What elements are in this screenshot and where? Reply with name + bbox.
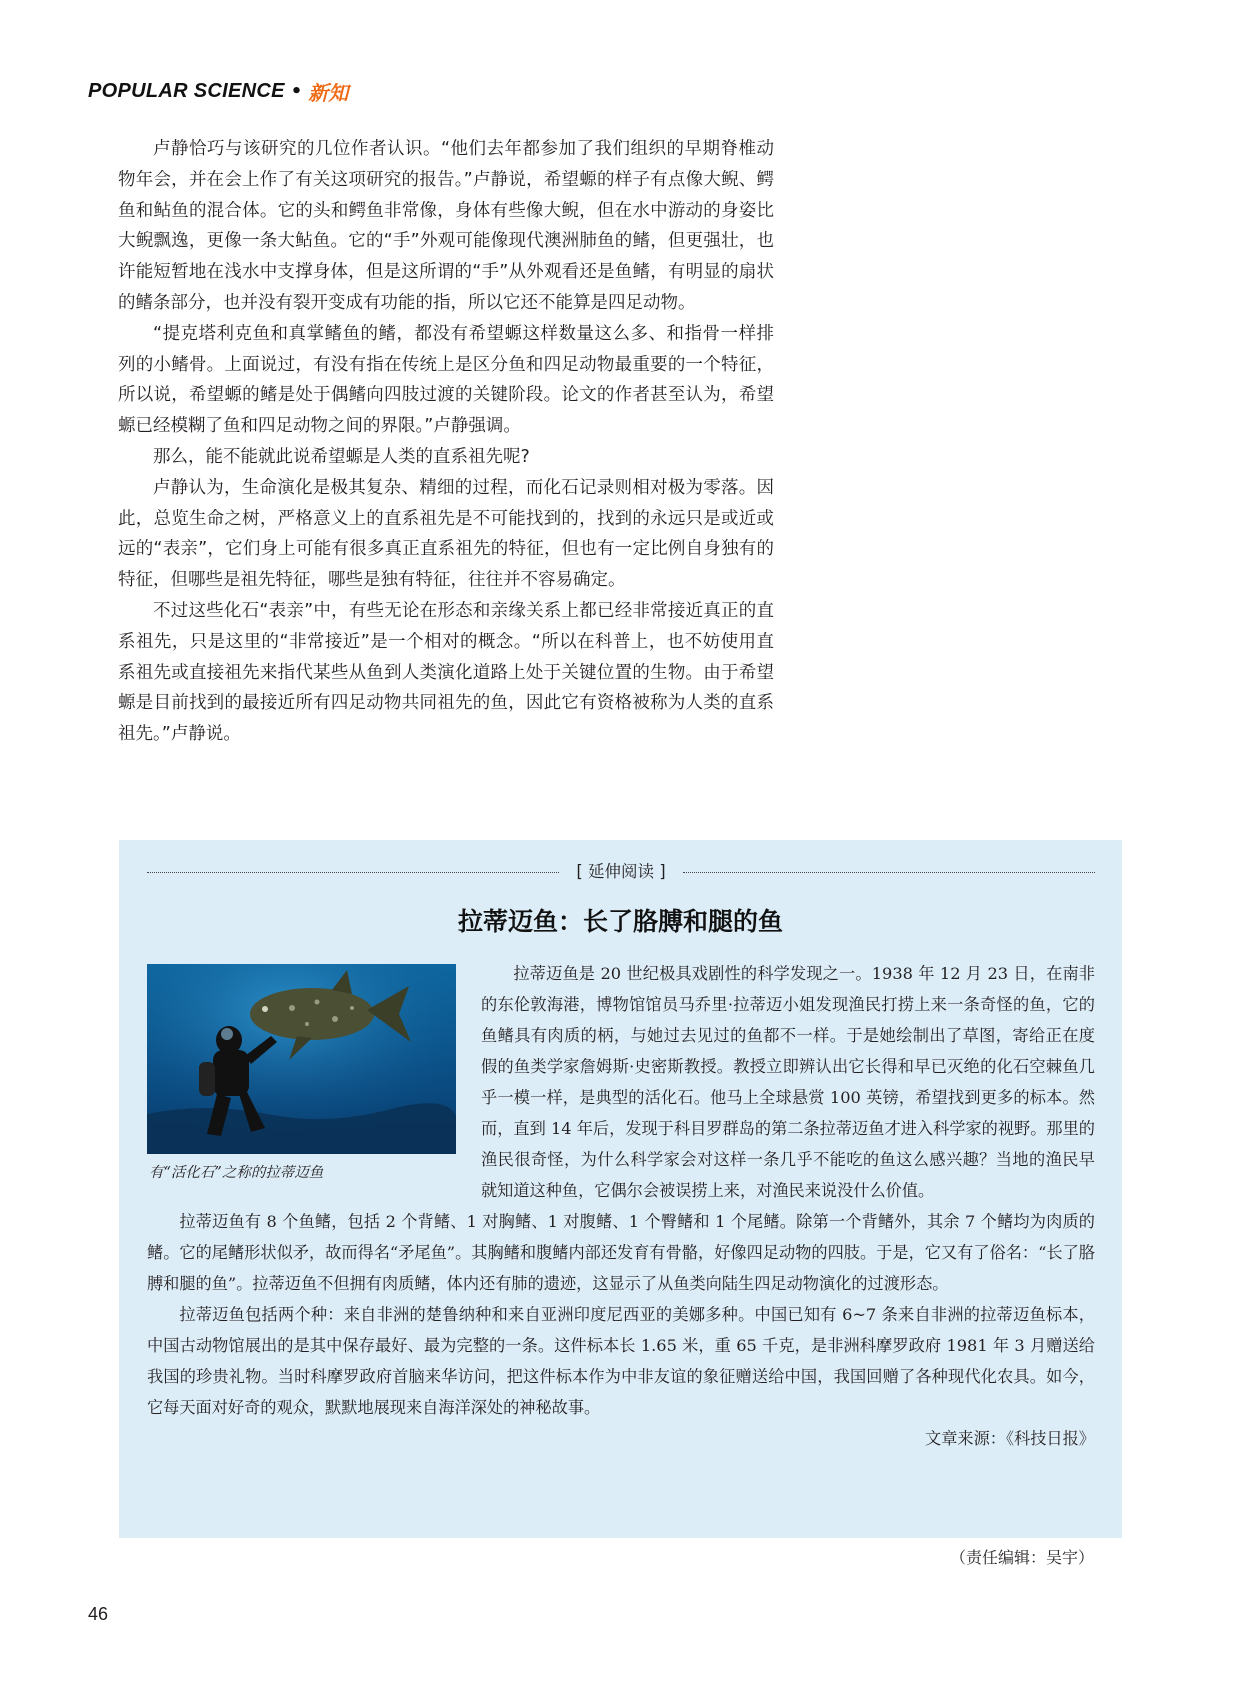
header-separator: • — [290, 80, 303, 102]
article-paragraph: 不过这些化石“表亲”中，有些无论在形态和亲缘关系上都已经非常接近真正的直系祖先，只是这里的“非常接近”是一个相对的概念。“所以在科普上，也不妨使用直系祖先或直接祖先来指代某些从鱼到人类演化道路上处于关键位置的生物。由于希望螈是目前找到的最接近所有四足动物共同祖先的鱼，因此它有资格被称为人类的直系祖先。”卢静说。 — [118, 600, 774, 745]
sidebar-paragraph: 拉蒂迈鱼包括两个种：来自非洲的楚鲁纳种和来自亚洲印度尼西亚的美娜多种。中国已知有 6~7 条来自非洲的拉蒂迈鱼标本，中国古动物馆展出的是其中保存最好、最为完整的一条。这件标本长 1.65 米，重 65 千克，是非洲科摩罗政府 1981 年 3 月赠送给我国的珍贵礼物。当时科摩罗政府首脑来华访问，把这件标本作为中非友谊的象征赠送给中国，我国回赠了各种现代化农具。如今，它每天面对好奇的观众，默默地展现来自海洋深处的神秘故事。 — [147, 1305, 1095, 1417]
photo-spacer — [147, 958, 481, 1206]
extended-reading-header — [147, 860, 1095, 884]
article-paragraph: 卢静认为，生命演化是极其复杂、精细的过程，而化石记录则相对极为零落。因此，总览生命之树，严格意义上的直系祖先是不可能找到的，找到的永远只是或近或远的“表亲”，它们身上可能有很多真正直系祖先的特征，但也有一定比例自身独有的特征，但哪些是祖先特征，哪些是独有特征，往往并不容易确定。 — [118, 477, 774, 591]
sidebar-body — [147, 958, 1095, 1454]
section-name: 新知 — [308, 80, 349, 105]
dotted-divider — [147, 872, 559, 873]
responsible-editor: （责任编辑：吴宇） — [949, 1548, 1094, 1567]
page-header — [88, 76, 348, 106]
sidebar-title: 拉蒂迈鱼：长了胳膊和腿的鱼 — [457, 907, 783, 936]
photo-caption: 有“活化石”之称的拉蒂迈鱼 — [149, 1165, 324, 1181]
extended-reading-label: [ 延伸阅读 ] — [576, 862, 666, 881]
magazine-brand: POPULAR SCIENCE — [88, 79, 285, 102]
article-body — [118, 134, 774, 750]
sidebar-paragraph: 拉蒂迈鱼是 20 世纪极具戏剧性的科学发现之一。1938 年 12 月 23 日，在南非的东伦敦海港，博物馆馆员马乔里·拉蒂迈小姐发现渔民打捞上来一条奇怪的鱼，它的鱼鳍具有肉质的柄，与她过去见过的鱼都不一样。于是她绘制出了草图，寄给正在度假的鱼类学家詹姆斯·史密斯教授。教授立即辨认出它长得和早已灭绝的化石空棘鱼几乎一模一样，是典型的活化石。他马上全球悬赏 100 英镑，希望找到更多的标本。然而，直到 14 年后，发现于科目罗群岛的第二条拉蒂迈鱼才进入科学家的视野。那里的渔民很奇怪，为什么科学家会对这样一条几乎不能吃的鱼这么感兴趣？当地的渔民早就知道这种鱼，它偶尔会被误捞上来，对渔民来说没什么价值。 — [481, 964, 1095, 1200]
sidebar-paragraph: 拉蒂迈鱼有 8 个鱼鳍，包括 2 个背鳍、1 对胸鳍、1 对腹鳍、1 个臀鳍和 1 个尾鳍。除第一个背鳍外，其余 7 个鳍均为肉质的鳍。它的尾鳍形状似矛，故而得名“矛尾鱼”。其胸鳍和腹鳍内部还发育有骨骼，好像四足动物的四肢。于是，它又有了俗名：“长了胳膊和腿的鱼”。拉蒂迈鱼不但拥有肉质鳍，体内还有肺的遗迹，这显示了从鱼类向陆生四足动物演化的过渡形态。 — [147, 1212, 1095, 1293]
article-source: 文章来源：《科技日报》 — [925, 1429, 1095, 1448]
article-paragraph: “提克塔利克鱼和真掌鳍鱼的鳍，都没有希望螈这样数量这么多、和指骨一样排列的小鳍骨。上面说过，有没有指在传统上是区分鱼和四足动物最重要的一个特征，所以说，希望螈的鳍是处于偶鳍向四肢过渡的关键阶段。论文的作者甚至认为，希望螈已经模糊了鱼和四足动物之间的界限。”卢静强调。 — [118, 323, 774, 437]
page-number: 46 — [88, 1604, 109, 1624]
article-paragraph: 卢静恰巧与该研究的几位作者认识。“他们去年都参加了我们组织的早期脊椎动物年会，并在会上作了有关这项研究的报告。”卢静说，希望螈的样子有点像大鲵、鳄鱼和鲇鱼的混合体。它的头和鳄鱼非常像，身体有些像大鲵，但在水中游动的身姿比大鲵飘逸，更像一条大鲇鱼。它的“手”外观可能像现代澳洲肺鱼的鳍，但更强壮，也许能短暂地在浅水中支撑身体，但是这所谓的“手”从外观看还是鱼鳍，有明显的扇状的鳍条部分，也并没有裂开变成有功能的指，所以它还不能算是四足动物。 — [118, 139, 774, 313]
dotted-divider — [683, 872, 1095, 873]
extended-reading-box — [119, 840, 1122, 1538]
article-paragraph: 那么，能不能就此说希望螈是人类的直系祖先呢? — [153, 446, 530, 467]
